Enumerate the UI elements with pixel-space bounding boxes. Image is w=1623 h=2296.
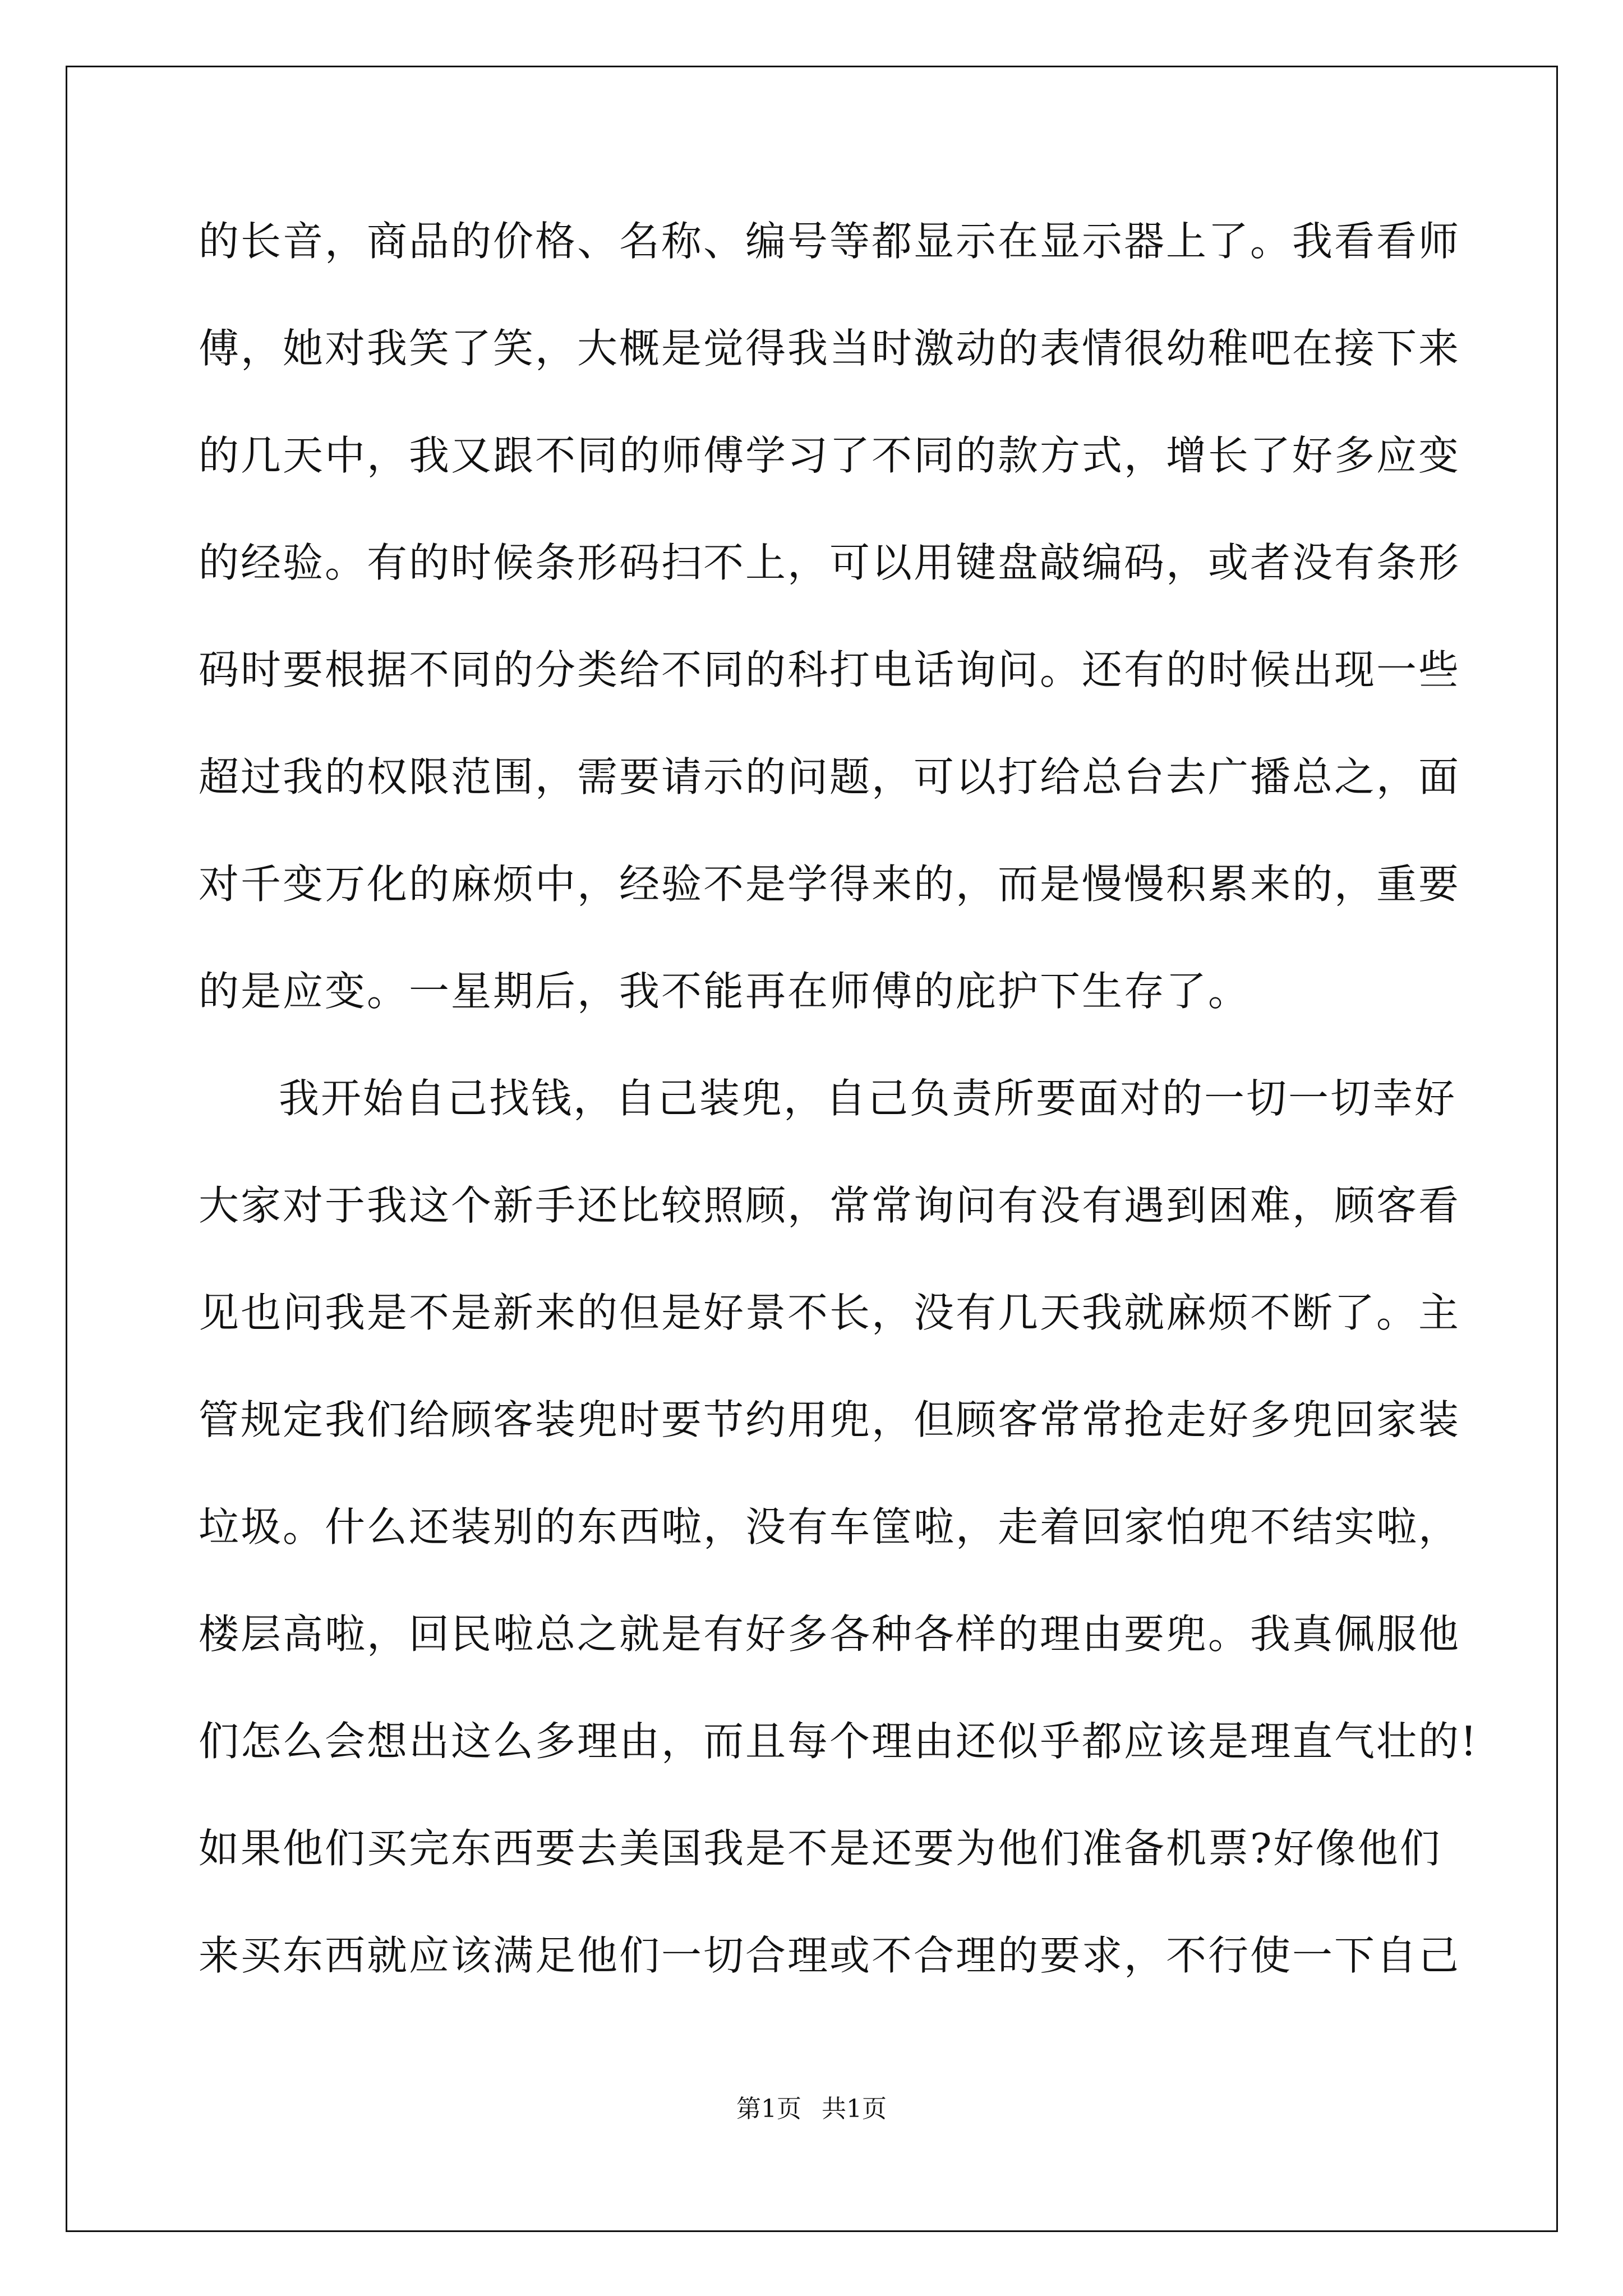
body-text-line: 来买东西就应该满足他们一切合理或不合理的要求，不行使一下自己: [199, 1932, 1461, 1979]
body-text-line: 的长音，商品的价格、名称、编号等都显示在显示器上了。我看看师: [199, 218, 1461, 265]
page-footer: [0, 2092, 1623, 2126]
body-text-line: 我开始自己找钱，自己装兜，自己负责所要面对的一切一切幸好: [279, 1075, 1457, 1122]
body-text-line: 的几天中，我又跟不同的师傅学习了不同的款方式，增长了好多应变: [199, 432, 1461, 479]
body-text-line: 大家对于我这个新手还比较照顾，常常询问有没有遇到困难，顾客看: [199, 1182, 1461, 1229]
body-text-line: 如果他们买完东西要去美国我是不是还要为他们准备机票?好像他们: [199, 1825, 1442, 1872]
page-number: 第1页: [736, 2095, 801, 2123]
body-text-line: 码时要根据不同的分类给不同的科打电话询问。还有的时候出现一些: [199, 646, 1461, 693]
body-text-line: 傅，她对我笑了笑，大概是觉得我当时激动的表情很幼稚吧在接下来: [199, 325, 1461, 372]
body-text-line: 管规定我们给顾客装兜时要节约用兜，但顾客常常抢走好多兜回家装: [199, 1396, 1461, 1443]
body-text-line: 超过我的权限范围，需要请示的问题，可以打给总台去广播总之，面: [199, 753, 1461, 800]
body-text-line: 的是应变。一星期后，我不能再在师傅的庇护下生存了。: [199, 968, 1251, 1015]
page-border: [66, 66, 1558, 2232]
body-text-line: 垃圾。什么还装别的东西啦，没有车筐啦，走着回家怕兜不结实啦，: [199, 1503, 1461, 1550]
body-text-line: 楼层高啦，回民啦总之就是有好多各种各样的理由要兜。我真佩服他: [199, 1611, 1461, 1658]
body-text-line: 对千变万化的麻烦中，经验不是学得来的，而是慢慢积累来的，重要: [199, 861, 1461, 908]
body-text-line: 见也问我是不是新来的但是好景不长，没有几天我就麻烦不断了。主: [199, 1289, 1461, 1336]
body-text-line: 的经验。有的时候条形码扫不上，可以用键盘敲编码，或者没有条形: [199, 539, 1461, 586]
total-pages: 共1页: [822, 2095, 887, 2123]
body-text-line: 们怎么会想出这么多理由，而且每个理由还似乎都应该是理直气壮的!: [199, 1718, 1478, 1765]
